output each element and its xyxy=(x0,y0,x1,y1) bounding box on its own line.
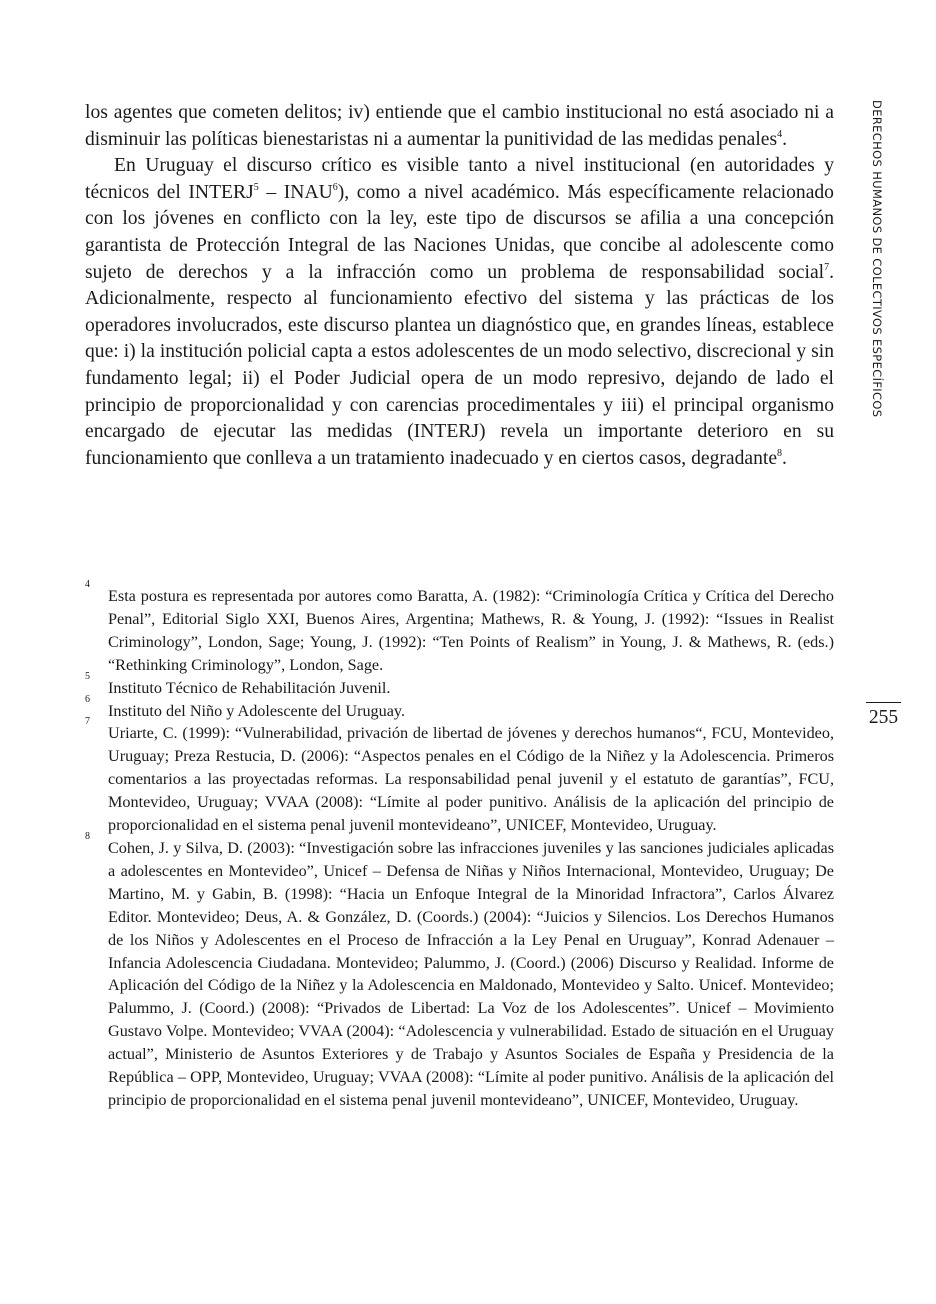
footnotes xyxy=(85,579,834,1112)
footnote-text: Esta postura es representada por autores como Baratta, A. (1982): “Criminología Crítica y Crítica del Derecho Penal”, Editorial Siglo XXI, Buenos Aires, Argentina; Mathews, R. & Young, J. (1992): “Issues in Realist Criminology”, London, Sage; Young, J. (1992): “Ten Points of Realism” in Young, J. & Mathews, R. (eds.) “Rethinking Criminology”, London, Sage. xyxy=(108,587,834,674)
paragraph-text: ), como a nivel académico. Más específicamente relacionado con los jóvenes en conflicto con la ley, este tipo de discursos se afilia a una concepción garantista de Protección Integral de las Naciones Unidas, que concibe al adolescente como sujeto de derechos y a la infracción como un problema de responsabilidad social xyxy=(85,181,834,283)
footnote-7 xyxy=(85,716,834,837)
footnote-text: Instituto Técnico de Rehabilitación Juvenil. xyxy=(108,678,391,697)
paragraph-text: – INAU xyxy=(258,181,333,203)
paragraph-text: En Uruguay el discurso crítico es visible tanto a nivel institucional (en autoridades y técnicos del INTERJ xyxy=(85,155,834,203)
footnote-4 xyxy=(85,579,834,677)
footnote-ref[interactable]: 8 xyxy=(777,447,783,459)
footnote-8 xyxy=(85,830,834,1112)
footnote-ref[interactable]: 5 xyxy=(253,181,259,193)
footnote-5 xyxy=(85,670,834,700)
running-header: DERECHOS HUMANOS DE COLECTIVOS ESPECÍFICOS xyxy=(870,100,884,418)
footnote-number: 5 xyxy=(85,670,90,682)
paragraph-text: . xyxy=(782,447,787,469)
footnote-ref[interactable]: 6 xyxy=(332,181,338,193)
page-number-rule xyxy=(866,702,901,703)
footnote-text: Uriarte, C. (1999): “Vulnerabilidad, privación de libertad de jóvenes y derechos humanos“, FCU, Montevideo, Uruguay; Preza Restucia, D. (2006): “Aspectos penales en el Código de la Niñez y la Adolescencia. Primeros comentarios a las proyectadas reformas. La responsabilidad penal juvenil y el estatuto de garantías”, FCU, Montevideo, Uruguay; VVAA (2008): “Límite al poder punitivo. Análisis de la aplicación del principio de proporcionalidad en el sistema penal juvenil montevideano”, UNICEF, Montevideo, Uruguay. xyxy=(108,724,834,835)
footnote-6 xyxy=(85,693,834,723)
footnote-number: 8 xyxy=(85,830,90,842)
main-text xyxy=(85,100,834,472)
footnote-number: 4 xyxy=(85,579,90,590)
footnote-text: Cohen, J. y Silva, D. (2003): “Investigación sobre las infracciones juveniles y las sanciones judiciales aplicadas a adolescentes en Montevideo”, Unicef – Defensa de Niñas y Niños Internacional, Montevideo, Uruguay; De Martino, M. y Gabin, B. (1998): “Hacia un Enfoque Integral de la Minoridad Infractora”, Carlos Álvarez Editor. Montevideo; Deus, A. & González, D. (Coords.) (2004): “Juicios y Silencios. Los Derechos Humanos de los Niños y Adolescentes en el Proceso de Infracción a la Ley Penal en Uruguay”, Konrad Adenauer – Infancia Adolescencia Ciudadana. Montevideo; Palummo, J. (Coord.) (2006) Discurso y Realidad. Informe de Aplicación del Código de la Niñez y la Adolescencia en Maldonado, Montevideo y Salto. Unicef. Montevideo; Palummo, J. (Coord.) (2008): “Privados de Libertad: La Voz de los Adolescentes”. Unicef – Movimiento Gustavo Volpe. Montevideo; VVAA (2004): “Adolescencia y vulnerabilidad. Estado de situación en el Uruguay actual”, Ministerio de Asuntos Exteriores y de Trabajo y Asuntos Sociales de España y Presidencia de la República – OPP, Montevideo, Uruguay; VVAA (2008): “Límite al poder punitivo. Análisis de la aplicación del principio de proporcionalidad en el sistema penal juvenil montevideano”, UNICEF, Montevideo, Uruguay. xyxy=(108,838,834,1109)
footnote-ref[interactable]: 4 xyxy=(777,128,783,140)
paragraph-text: los agentes que cometen delitos; iv) entiende que el cambio institucional no está asociado ni a disminuir las políticas bienestaristas ni a aumentar la punitividad de las medidas penales xyxy=(85,102,834,150)
footnote-text: Instituto del Niño y Adolescente del Uruguay. xyxy=(108,701,406,720)
paragraph-2 xyxy=(85,153,834,472)
footnote-ref[interactable]: 7 xyxy=(824,261,830,273)
paragraph-1 xyxy=(85,100,834,153)
paragraph-text: . xyxy=(782,128,788,150)
page-number: 255 xyxy=(868,707,899,728)
paragraph-text: . Adicionalmente, respecto al funcionamiento efectivo del sistema y las prácticas de los operadores involucrados, este discurso plantea un diagnóstico que, en grandes líneas, establece que: i) la institución policial capta a estos adolescentes de un modo selectivo, discrecional y sin fundamento legal; ii) el Poder Judicial opera de un modo represivo, dejando de lado el principio de proporcionalidad y con carencias procedimentales y iii) el principal organismo encargado de ejecutar las medidas (INTERJ) revela un importante deterioro en su funcionamiento que conlleva a un tratamiento inadecuado y en ciertos casos, degradante xyxy=(85,261,834,469)
footnote-number: 7 xyxy=(85,716,90,728)
footnote-number: 6 xyxy=(85,693,90,705)
